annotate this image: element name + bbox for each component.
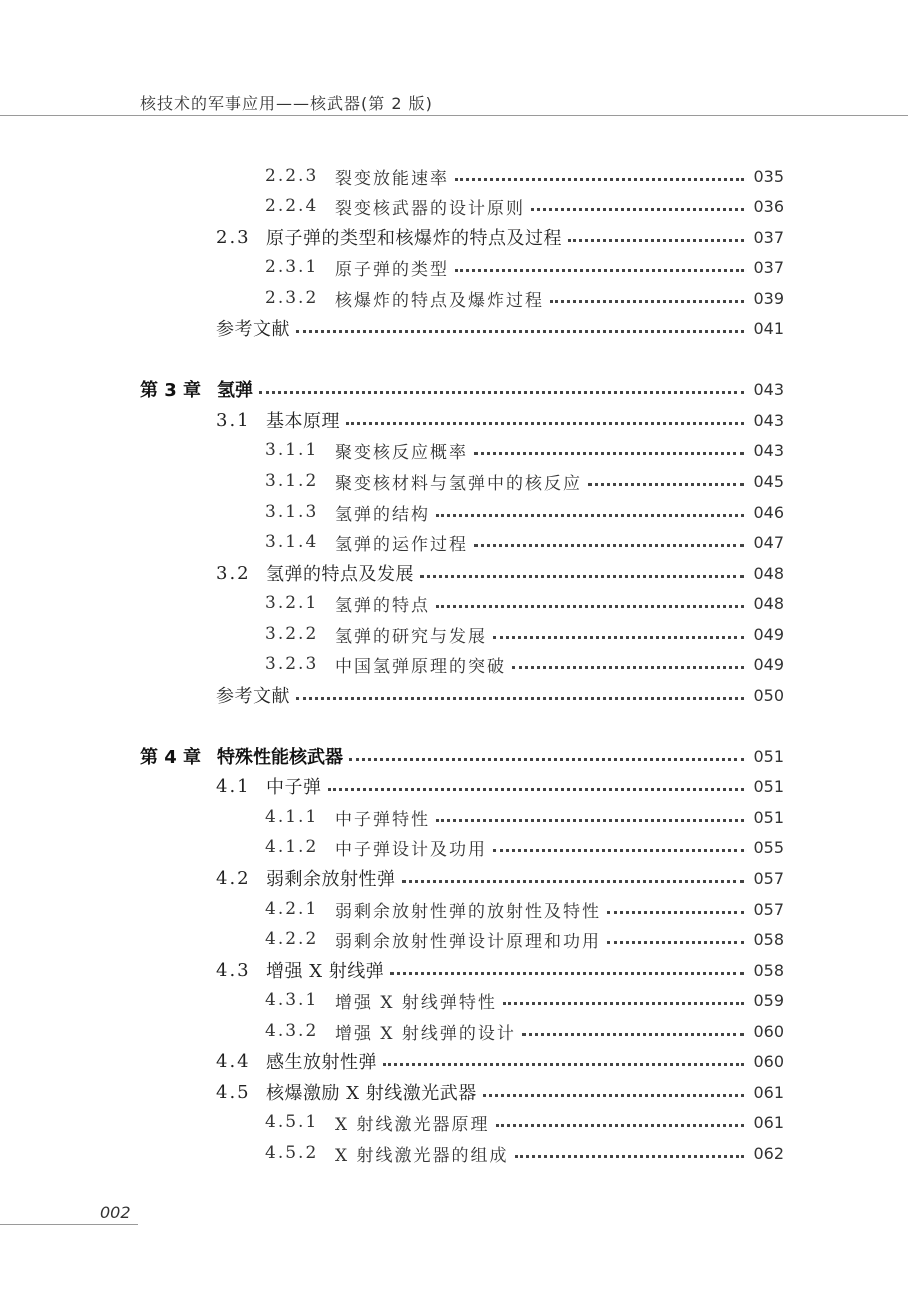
dot-leader (436, 819, 744, 822)
toc-entry-title: 中子弹特性 (335, 809, 430, 830)
toc-entry-number: 4.4 (216, 1050, 251, 1072)
footer-divider (0, 1224, 138, 1225)
toc-entry-title: 感生放射性弹 (266, 1052, 377, 1073)
dot-leader (607, 941, 744, 944)
toc-entry-page: 047 (753, 532, 784, 552)
toc-entry-title: 氢弹的运作过程 (335, 534, 468, 555)
toc-entry-title: X 射线激光器原理 (335, 1114, 490, 1135)
toc-subsection-entry (265, 896, 784, 922)
toc-entry-title: 裂变核武器的设计原则 (335, 198, 525, 219)
toc-entry-title: 氢弹的研究与发展 (335, 626, 487, 647)
toc-entry-page: 036 (753, 196, 784, 216)
toc-entry-title: 参考文献 (216, 319, 290, 340)
toc-section-entry (216, 865, 784, 891)
dot-leader (568, 239, 744, 242)
toc-entry-number: 4.3 (216, 959, 251, 981)
toc-entry-page: 061 (753, 1082, 784, 1102)
dot-leader (493, 636, 744, 639)
toc-section-entry (216, 1048, 784, 1074)
dot-leader (328, 788, 745, 791)
dot-leader (390, 972, 744, 975)
toc-entry-page: 043 (753, 440, 784, 460)
toc-entry-title: 原子弹的类型和核爆炸的特点及过程 (266, 228, 562, 249)
toc-entry-page: 060 (753, 1021, 784, 1041)
toc-entry-title: X 射线激光器的组成 (335, 1145, 509, 1166)
dot-leader (496, 1124, 744, 1127)
toc-entry-title: 氢弹的结构 (335, 504, 430, 525)
toc-entry-title: 增强 X 射线弹的设计 (335, 1023, 516, 1044)
toc-entry-page: 062 (753, 1143, 784, 1163)
toc-entry-title: 增强 X 射线弹特性 (335, 992, 497, 1013)
toc-subsection-entry (265, 1109, 784, 1135)
toc-entry-title: 弱剩余放射性弹设计原理和功用 (335, 931, 601, 952)
toc-entry-title: 裂变放能速率 (335, 168, 449, 189)
dot-leader (522, 1033, 744, 1036)
toc-entry-number: 2.3 (216, 226, 251, 248)
toc-subsection-entry (265, 529, 784, 555)
toc-subsection-entry (265, 651, 784, 677)
toc-entry-page: 055 (753, 837, 784, 857)
toc-entry-page: 060 (753, 1051, 784, 1071)
toc-section-entry (216, 682, 784, 708)
toc-entry-number: 4.5.1 (265, 1112, 319, 1132)
toc-subsection-entry (265, 499, 784, 525)
toc-entry-title: 增强 X 射线弹 (266, 961, 385, 982)
dot-leader (436, 514, 744, 517)
toc-subsection-entry (265, 437, 784, 463)
book-title: 核技术的军事应用——核武器(第 2 版) (140, 94, 433, 113)
toc-entry-page: 041 (753, 318, 784, 338)
dot-leader (420, 575, 744, 578)
toc-entry-number: 3.1.1 (265, 440, 319, 460)
toc-entry-page: 043 (753, 410, 784, 430)
toc-entry-title: 原子弹的类型 (335, 259, 449, 280)
toc-entry-page: 046 (753, 502, 784, 522)
toc-entry-number: 3.1.4 (265, 532, 319, 552)
toc-subsection-entry (265, 804, 784, 830)
toc-entry-title: 聚变核反应概率 (335, 442, 468, 463)
toc-entry-number: 4.5.2 (265, 1143, 319, 1163)
toc-entry-page: 048 (753, 563, 784, 583)
toc-entry-page: 051 (753, 807, 784, 827)
dot-leader (455, 178, 744, 181)
toc-entry-number: 4.2.2 (265, 929, 319, 949)
dot-leader (512, 666, 744, 669)
toc-entry-number: 2.2.3 (265, 166, 319, 186)
toc-entry-page: 051 (753, 776, 784, 796)
toc-entry-page: 049 (753, 654, 784, 674)
toc-entry-number: 3.2.3 (265, 654, 319, 674)
toc-subsection-entry (265, 987, 784, 1013)
toc-entry-title: 参考文献 (216, 686, 290, 707)
dot-leader (259, 391, 744, 394)
toc-entry-page: 059 (753, 990, 784, 1010)
toc-entry-page: 058 (753, 960, 784, 980)
dot-leader (493, 849, 744, 852)
toc-entry-title: 弱剩余放射性弹 (266, 869, 396, 890)
toc-entry-number: 第 4 章 (140, 747, 202, 768)
toc-entry-title: 中子弹设计及功用 (335, 839, 487, 860)
toc-entry-number: 3.2 (216, 562, 251, 584)
toc-entry-title: 氢弹的特点及发展 (266, 564, 414, 585)
toc-entry-page: 043 (753, 379, 784, 399)
toc-section-entry (216, 560, 784, 586)
toc-entry-title: 核爆激励 X 射线激光武器 (266, 1083, 477, 1104)
toc-entry-number: 2.3.2 (265, 288, 319, 308)
toc-entry-title: 聚变核材料与氢弹中的核反应 (335, 473, 582, 494)
dot-leader (503, 1002, 744, 1005)
dot-leader (383, 1063, 744, 1066)
toc-subsection-entry (265, 468, 784, 494)
toc-section-entry (216, 407, 784, 433)
dot-leader (296, 330, 744, 333)
toc-entry-page: 037 (753, 257, 784, 277)
toc-entry-title: 氢弹的特点 (335, 595, 430, 616)
dot-leader (474, 452, 744, 455)
toc-entry-page: 035 (753, 166, 784, 186)
toc-entry-title: 特殊性能核武器 (217, 747, 343, 768)
toc-entry-title: 中国氢弹原理的突破 (335, 656, 506, 677)
toc-entry-page: 057 (753, 868, 784, 888)
toc-section-entry (216, 315, 784, 341)
toc-subsection-entry (265, 163, 784, 189)
toc-entry-page: 051 (753, 746, 784, 766)
toc-entry-title: 弱剩余放射性弹的放射性及特性 (335, 901, 601, 922)
toc-entry-number: 4.3.2 (265, 1021, 319, 1041)
toc-entry-number: 2.2.4 (265, 196, 319, 216)
toc-subsection-entry (265, 285, 784, 311)
toc-entry-page: 049 (753, 624, 784, 644)
toc-entry-number: 3.2.2 (265, 624, 319, 644)
toc-entry-page: 057 (753, 899, 784, 919)
toc-entry-page: 045 (753, 471, 784, 491)
toc-entry-page: 037 (753, 227, 784, 247)
dot-leader (515, 1155, 744, 1158)
toc-chapter-entry (140, 376, 784, 402)
toc-section-entry (216, 224, 784, 250)
toc-entry-page: 048 (753, 593, 784, 613)
toc-entry-title: 氢弹 (217, 380, 253, 401)
dot-leader (550, 300, 744, 303)
page-number: 002 (100, 1203, 131, 1222)
toc-section-entry (216, 1079, 784, 1105)
toc-subsection-entry (265, 834, 784, 860)
toc-entry-number: 第 3 章 (140, 380, 202, 401)
toc-entry-number: 3.2.1 (265, 593, 319, 613)
dot-leader (402, 880, 745, 883)
toc-entry-number: 4.1 (216, 775, 251, 797)
toc-subsection-entry (265, 590, 784, 616)
dot-leader (349, 758, 744, 761)
dot-leader (588, 483, 744, 486)
toc-subsection-entry (265, 254, 784, 280)
dot-leader (607, 911, 744, 914)
toc-entry-title: 基本原理 (266, 411, 340, 432)
dot-leader (346, 422, 744, 425)
toc-subsection-entry (265, 1018, 784, 1044)
toc-entry-number: 3.1.3 (265, 502, 319, 522)
dot-leader (483, 1094, 744, 1097)
dot-leader (296, 697, 744, 700)
dot-leader (455, 269, 744, 272)
toc-entry-page: 050 (753, 685, 784, 705)
toc-subsection-entry (265, 193, 784, 219)
dot-leader (474, 544, 744, 547)
toc-entry-number: 3.1.2 (265, 471, 319, 491)
toc-entry-number: 4.1.2 (265, 837, 319, 857)
dot-leader (531, 208, 744, 211)
toc-entry-number: 4.5 (216, 1081, 251, 1103)
toc-chapter-entry (140, 743, 784, 769)
toc-entry-page: 061 (753, 1112, 784, 1132)
toc-section-entry (216, 957, 784, 983)
toc-subsection-entry (265, 1140, 784, 1166)
toc-entry-number: 3.1 (216, 409, 251, 431)
toc-entry-page: 058 (753, 929, 784, 949)
toc-entry-number: 4.2.1 (265, 899, 319, 919)
toc-entry-title: 核爆炸的特点及爆炸过程 (335, 290, 544, 311)
toc-subsection-entry (265, 621, 784, 647)
toc-section-entry (216, 773, 784, 799)
dot-leader (436, 605, 744, 608)
toc-entry-title: 中子弹 (266, 777, 322, 798)
toc-entry-number: 2.3.1 (265, 257, 319, 277)
toc-subsection-entry (265, 926, 784, 952)
toc-entry-number: 4.3.1 (265, 990, 319, 1010)
toc-entry-page: 039 (753, 288, 784, 308)
toc-entry-number: 4.2 (216, 867, 251, 889)
toc-entry-number: 4.1.1 (265, 807, 319, 827)
